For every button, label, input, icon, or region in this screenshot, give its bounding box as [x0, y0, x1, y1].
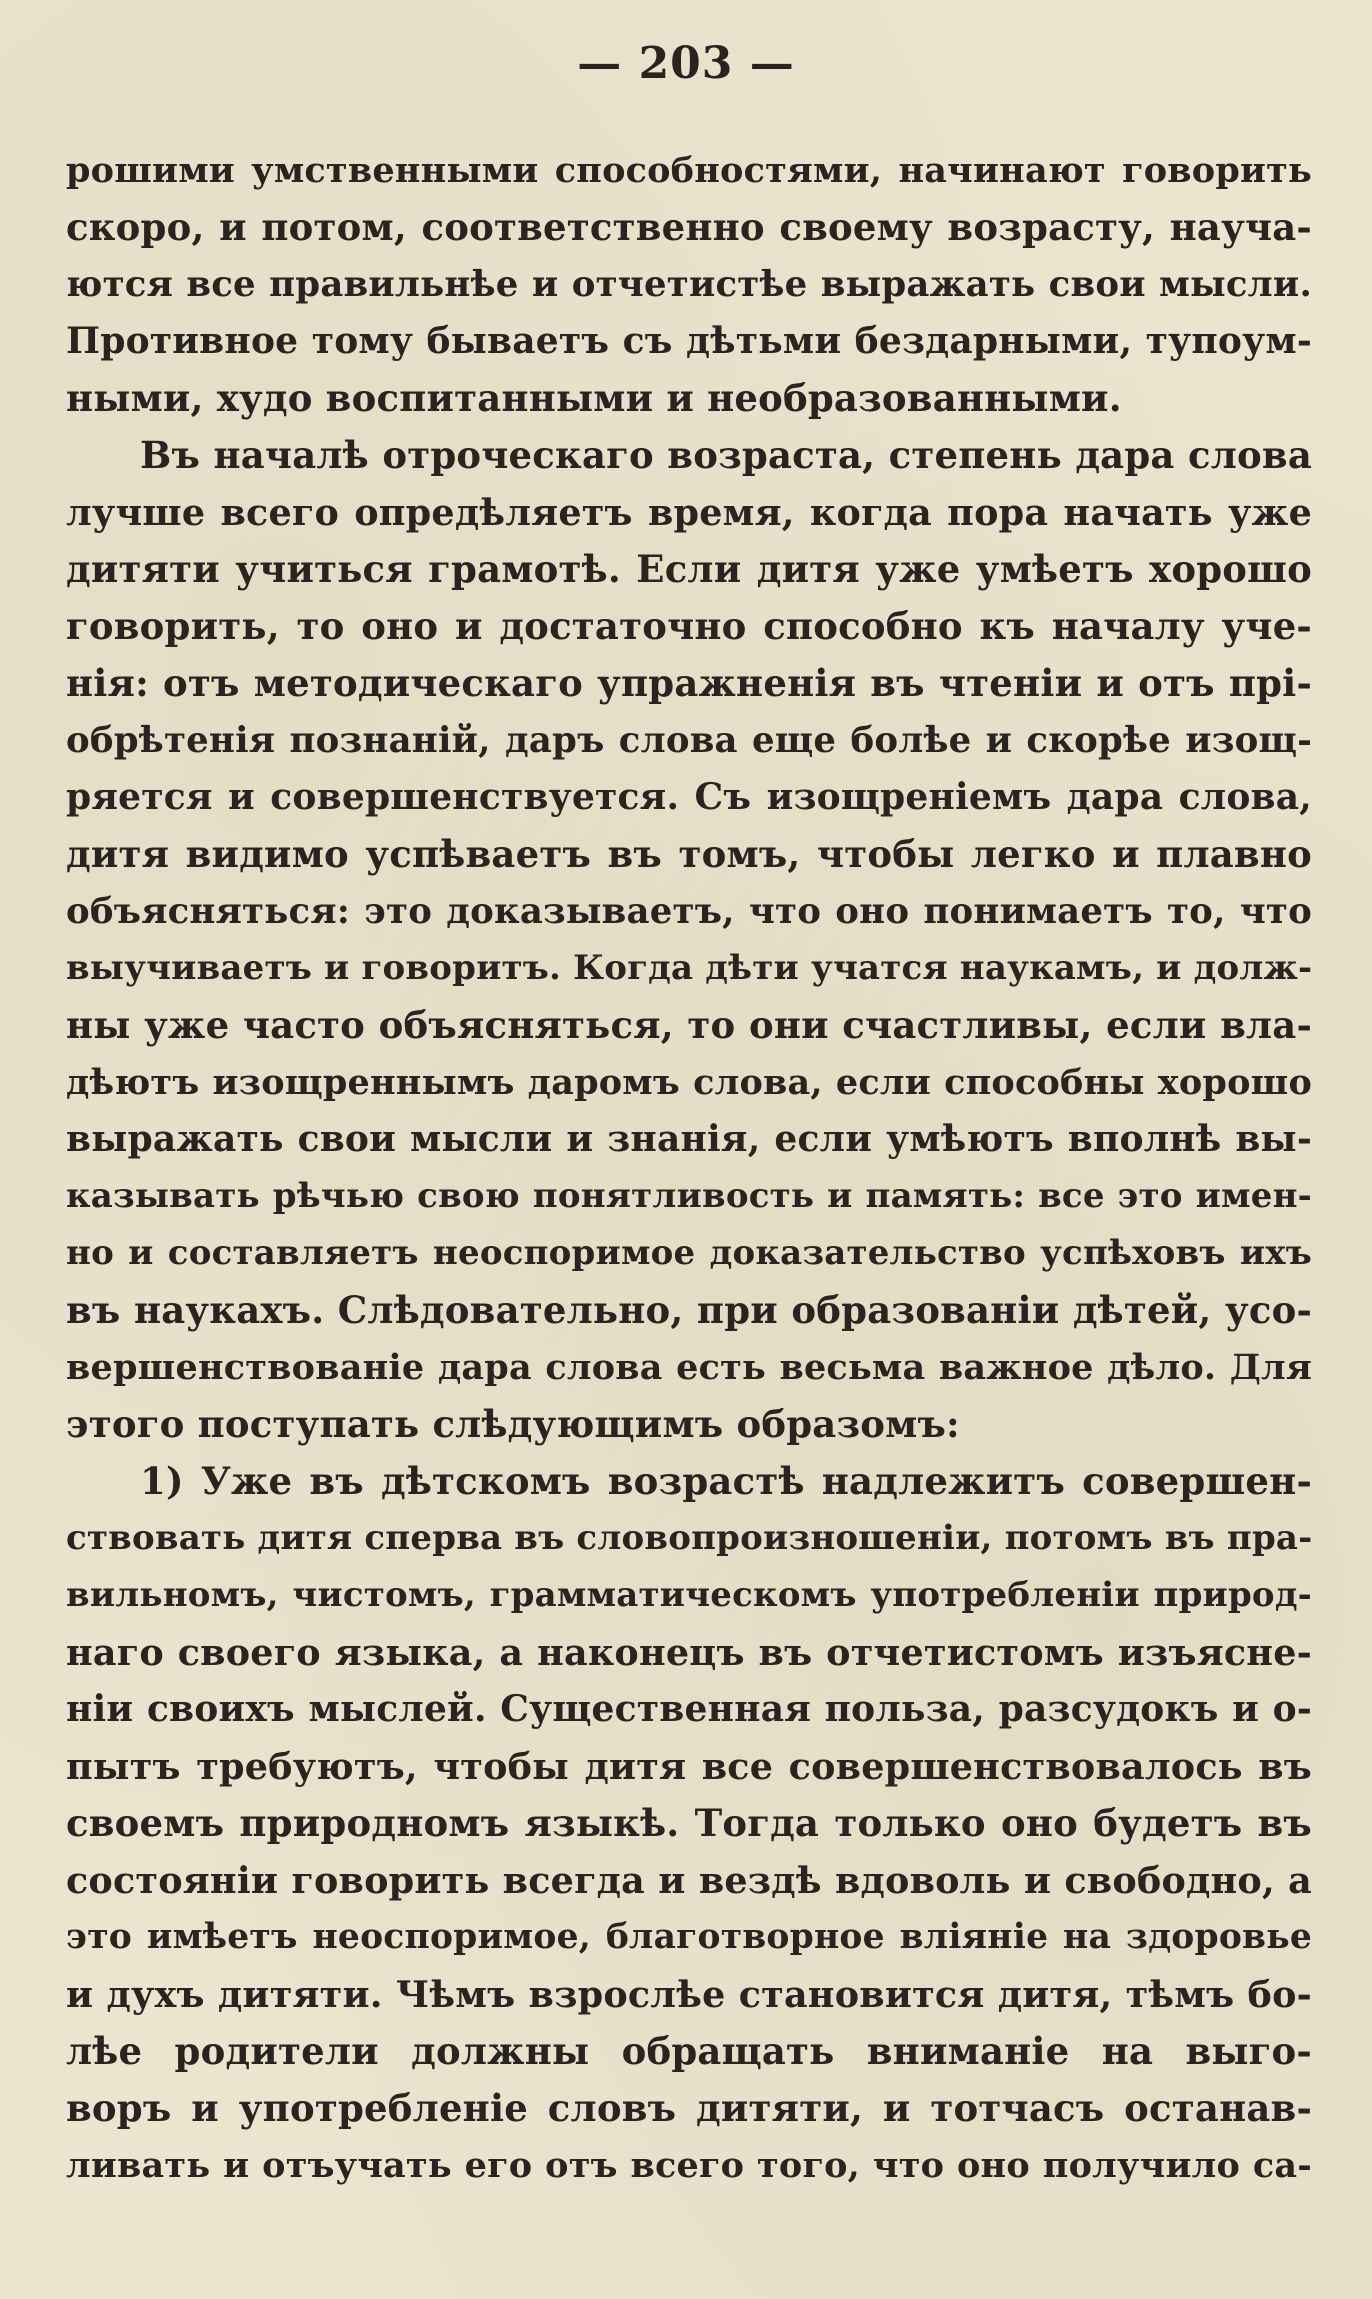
text-line: ются все правильнѣе и отчетистѣе выражать свои мысли.: [66, 264, 1312, 305]
text-line: дитя видимо успѣваетъ въ томъ, чтобы легко и плавно: [66, 832, 1312, 876]
text-line: говорить, то оно и достаточно способно къ началу уче-: [66, 604, 1312, 648]
text-line: 1) Уже въ дѣтскомъ возрастѣ надлежитъ совершен-: [140, 1459, 1312, 1503]
text-line: дѣютъ изощреннымъ даромъ слова, если способны хорошо: [66, 1062, 1312, 1103]
text-line: ны уже часто объясняться, то они счастливы, если вла-: [66, 1003, 1312, 1047]
text-line: воръ и употребленіе словъ дитяти, и тотчасъ останав-: [66, 2086, 1312, 2130]
text-line: лѣе родители должны обращать вниманіе на выго-: [66, 2029, 1312, 2073]
text-line: выучиваетъ и говоритъ. Когда дѣти учатся наукамъ, и долж-: [66, 948, 1312, 988]
text-line: рошими умственными способностями, начинают говорить: [66, 150, 1312, 191]
text-line: въ наукахъ. Слѣдовательно, при образованіи дѣтей, усо-: [66, 1288, 1312, 1332]
text-line: дитяти учиться грамотѣ. Если дитя уже умѣетъ хорошо: [66, 547, 1312, 591]
text-line: Противное тому бываетъ съ дѣтьми бездарными, тупоум-: [66, 320, 1312, 362]
text-line: выражать свои мысли и знанія, если умѣютъ вполнѣ вы-: [66, 1118, 1312, 1160]
text-line: но и составляетъ неоспоримое доказательство успѣховъ ихъ: [66, 1233, 1312, 1273]
text-line: состояніи говорить всегда и вездѣ вдоволь и свободно, а: [66, 1859, 1312, 1902]
text-line: Въ началѣ отроческаго возраста, степень дара слова: [140, 433, 1312, 477]
text-line: своемъ природномъ языкѣ. Тогда только оно будетъ въ: [66, 1801, 1312, 1845]
text-line: этого поступать слѣдующимъ образомъ:: [66, 1402, 960, 1446]
text-line: обрѣтенія познаній, даръ слова еще болѣе и скорѣе изощ-: [66, 720, 1312, 761]
text-line: вершенствованіе дара слова есть весьма важное дѣло. Для: [66, 1347, 1312, 1388]
text-line: лучше всего опредѣляетъ время, когда пора начать уже: [66, 491, 1312, 534]
text-line: вильномъ, чистомъ, грамматическомъ употребленіи природ-: [66, 1575, 1312, 1615]
text-line: казывать рѣчью свою понятливость и память: все это имен-: [66, 1176, 1312, 1216]
body-text: [66, 142, 1312, 2194]
text-line: ствовать дитя сперва въ словопроизношеніи, потомъ въ пра-: [66, 1518, 1312, 1558]
text-line: ными, худо воспитанными и необразованными.: [66, 376, 1122, 420]
text-line: объясняться: это доказываетъ, что оно понимаетъ то, что: [66, 891, 1312, 932]
text-line: наго своего языка, а наконецъ въ отчетистомъ изъясне-: [66, 1631, 1312, 1674]
text-line: скоро, и потом, соответственно своему возрасту, науча-: [66, 205, 1312, 249]
text-line: нія: отъ методическаго упражненія въ чтеніи и отъ прі-: [66, 661, 1312, 705]
text-line: пытъ требуютъ, чтобы дитя все совершенствовалось въ: [66, 1745, 1312, 1788]
text-line: ряется и совершенствуется. Съ изощреніемъ дара слова,: [66, 776, 1312, 818]
text-line: это имѣетъ неоспоримое, благотворное вліяніе на здоровье: [66, 1917, 1312, 1957]
text-line: ливать и отъучать его отъ всего того, что оно получило са-: [66, 2145, 1312, 2186]
text-line: и духъ дитяти. Чѣмъ взрослѣе становится дитя, тѣмъ бо-: [66, 1973, 1312, 2016]
page-number: — 203 —: [577, 38, 795, 89]
text-line: ніи своихъ мыслей. Существенная польза, разсудокъ и о-: [66, 1688, 1312, 1730]
